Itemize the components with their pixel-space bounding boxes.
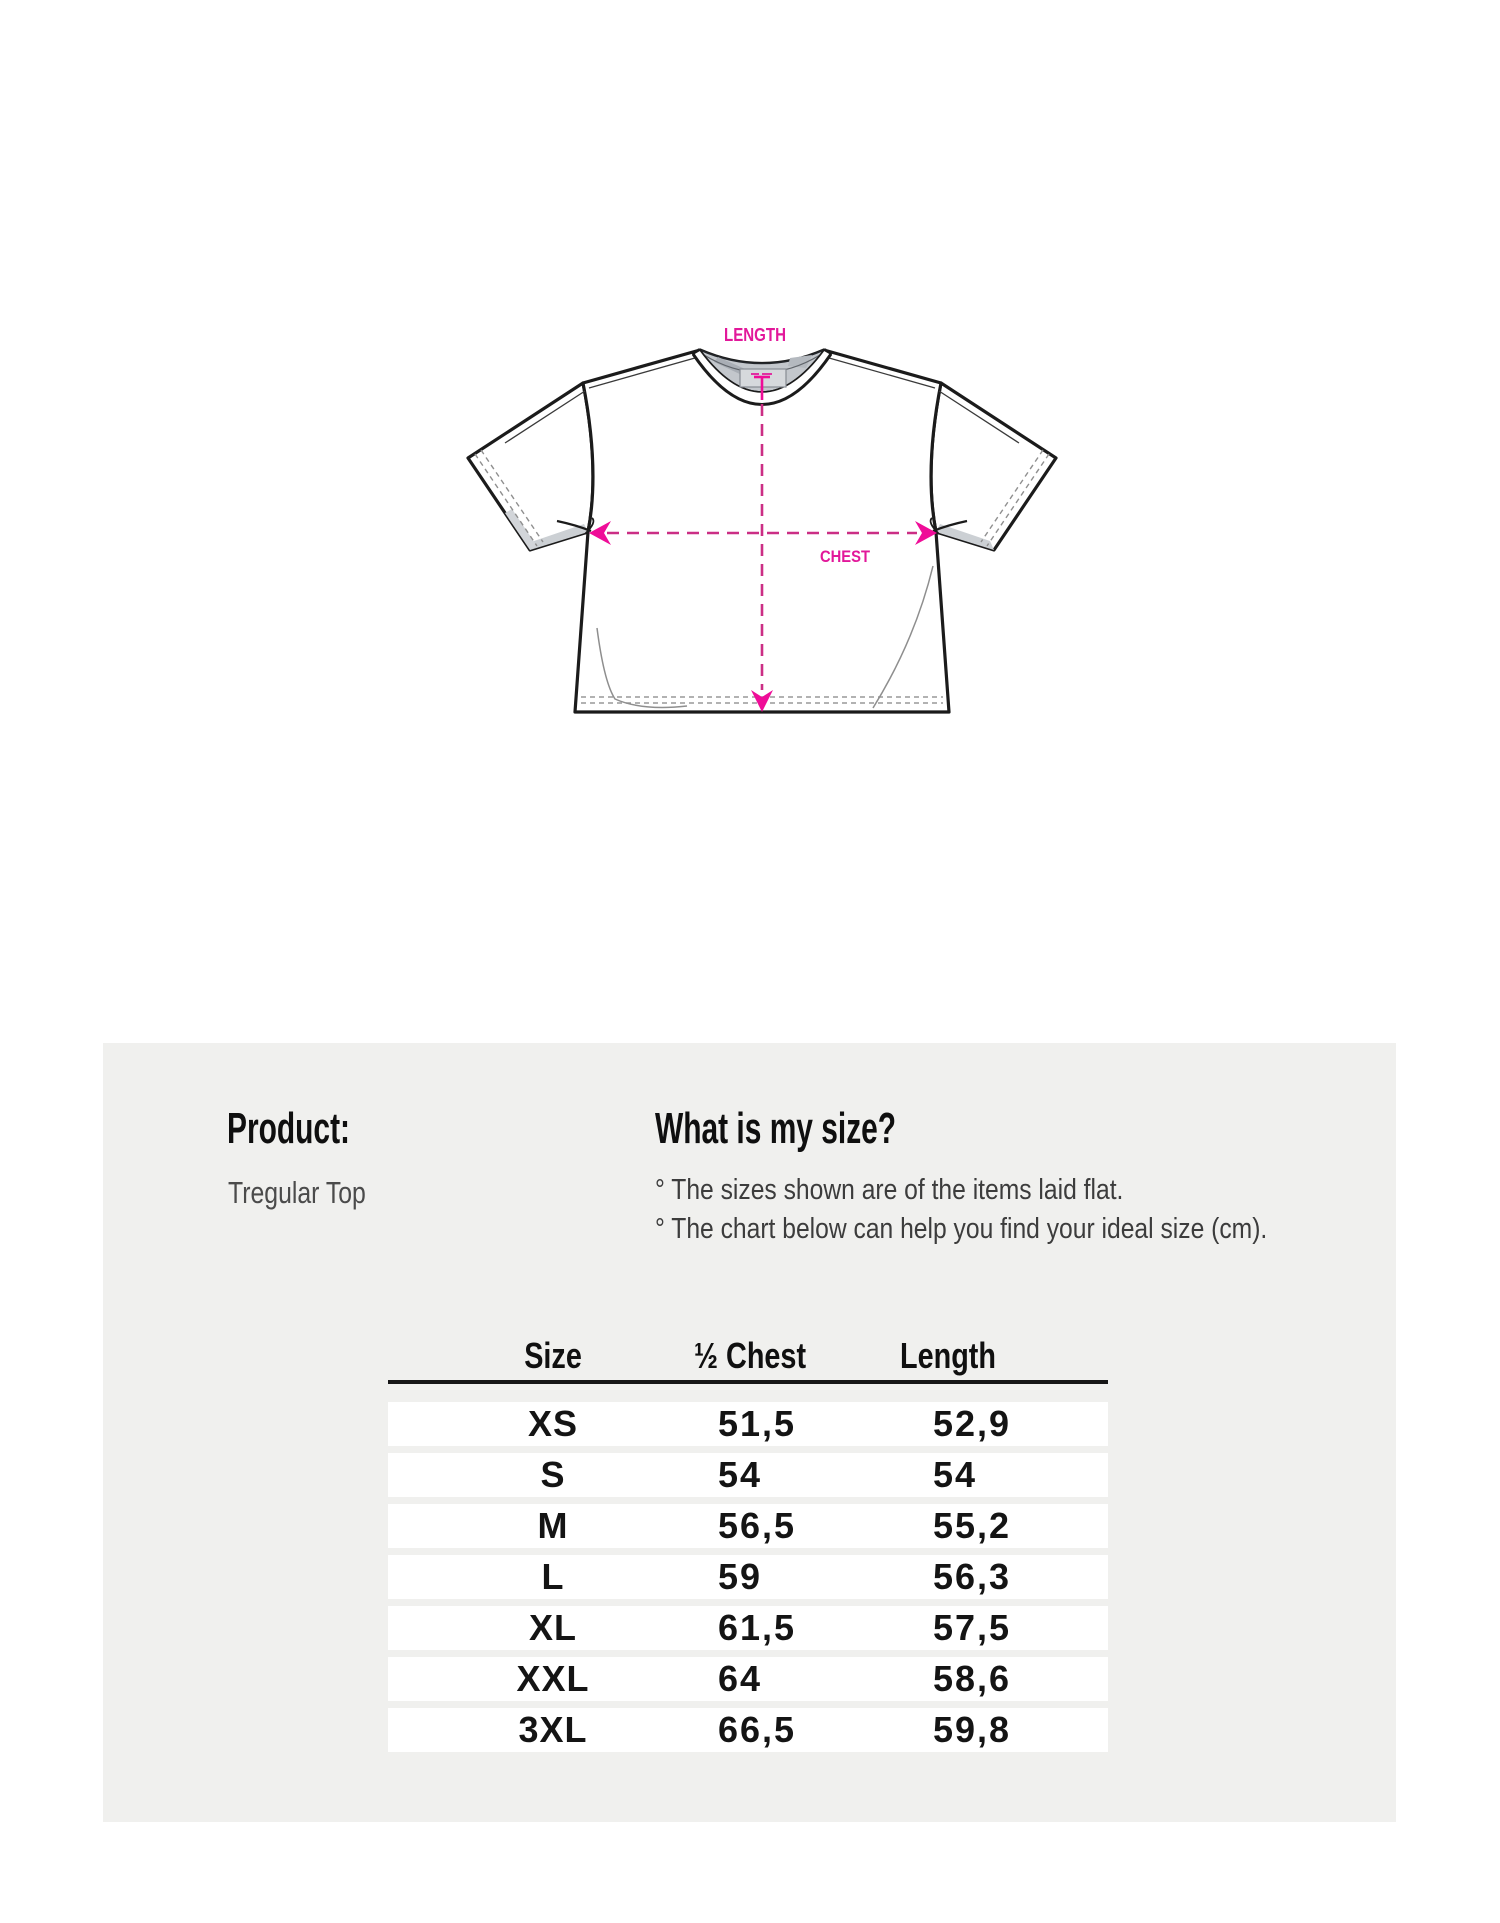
size-notes <box>655 1171 1375 1249</box>
size-cell: XL <box>528 1607 577 1648</box>
note-ideal-size: ° The chart below can help you find your ideal size (cm). <box>655 1213 1268 1245</box>
table-row <box>388 1606 1108 1650</box>
size-table <box>388 1333 1108 1759</box>
length-cell: 57,5 <box>933 1607 1012 1648</box>
tshirt-diagram <box>430 320 1090 740</box>
table-row <box>388 1453 1108 1497</box>
length-cell: 54 <box>933 1454 978 1495</box>
table-row <box>388 1657 1108 1701</box>
half-chest-cell: 51,5 <box>718 1403 797 1444</box>
length-cell: 55,2 <box>933 1505 1012 1546</box>
header-length: Length <box>899 1335 996 1376</box>
half-chest-cell: 61,5 <box>718 1607 797 1648</box>
half-chest-cell: 64 <box>718 1658 763 1699</box>
size-cell: XS <box>527 1403 579 1444</box>
length-cell: 59,8 <box>933 1709 1012 1750</box>
size-guide-heading: What is my size? <box>655 1104 897 1153</box>
product-heading: Product: <box>227 1104 351 1153</box>
length-cell: 52,9 <box>933 1403 1012 1444</box>
info-panel <box>103 1043 1396 1822</box>
table-row <box>388 1708 1108 1752</box>
table-row <box>388 1555 1108 1599</box>
half-chest-cell: 54 <box>718 1454 763 1495</box>
table-header-rule <box>388 1380 1108 1384</box>
half-chest-cell: 59 <box>718 1556 763 1597</box>
length-label: LENGTH <box>724 325 786 345</box>
product-name: Tregular Top <box>228 1175 366 1210</box>
size-table-header <box>388 1333 1108 1379</box>
note-laid-flat: ° The sizes shown are of the items laid flat. <box>655 1174 1124 1206</box>
size-table-body <box>388 1402 1108 1752</box>
length-cell: 58,6 <box>933 1658 1012 1699</box>
size-cell: M <box>537 1505 569 1546</box>
half-chest-cell: 66,5 <box>718 1709 797 1750</box>
size-cell: XXL <box>516 1658 590 1699</box>
header-half-chest: ½ Chest <box>693 1335 807 1376</box>
table-row <box>388 1402 1108 1446</box>
table-row <box>388 1504 1108 1548</box>
chest-label: CHEST <box>820 547 871 566</box>
size-cell: S <box>540 1454 566 1495</box>
length-cell: 56,3 <box>933 1556 1012 1597</box>
size-cell: L <box>541 1556 565 1597</box>
header-size: Size <box>524 1335 582 1376</box>
half-chest-cell: 56,5 <box>718 1505 797 1546</box>
size-cell: 3XL <box>518 1709 588 1750</box>
